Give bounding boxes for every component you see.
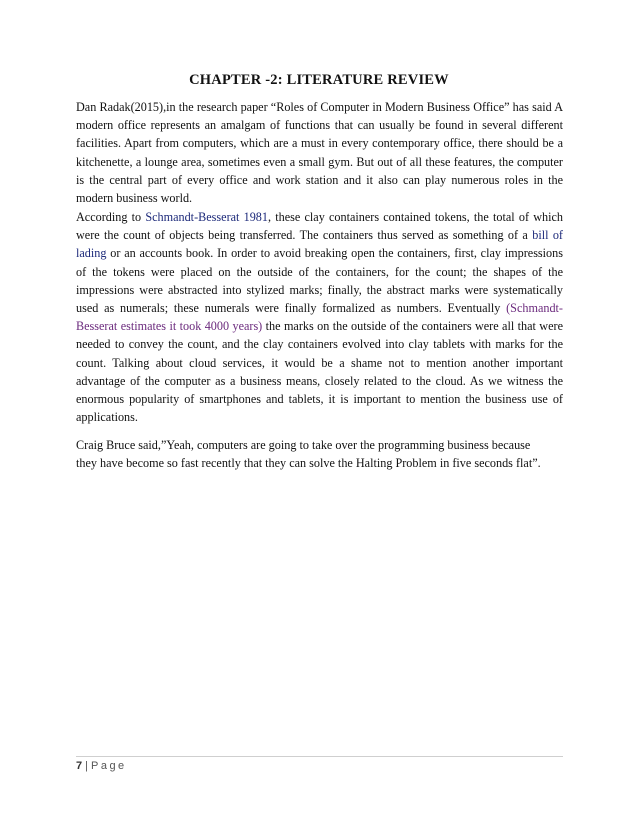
chapter-heading: CHAPTER -2: LITERATURE REVIEW — [189, 72, 449, 88]
paragraph-text: According to — [76, 210, 146, 224]
citation-link-4000-years[interactable]: (Schmandt-Besserat estimates it took 4000 years) — [76, 301, 563, 334]
paragraph-radak: Dan Radak(2015),in the research paper “Roles of Computer in Modern Business Office” has said A modern office represents an amalgam of functions that can usually be found in several different facilities. Apart from computers, which are a must in every contemporary office, there should be a kitchenette, a lounge area, sometimes even a small gym. But out of all these features, the computer is the central part of every office and work station and it also can play numerous roles in the modern business world. — [76, 100, 563, 206]
footer-divider — [76, 756, 563, 757]
footer-separator: | — [85, 760, 88, 772]
page-number: 7 — [76, 760, 83, 772]
paragraph-text: the marks on the outside of the containers were all that were needed to convey the count, and the clay containers evolved into clay tablets with marks for the count. Talking about cloud services, it would be a shame not to mention another important advantage of the computer as a business means, closely related to the cloud. As we witness the enormous popularity of smartphones and tablets, it is important to mention the business use of applications. — [76, 319, 563, 425]
paragraph-craig-bruce: Craig Bruce said,”Yeah, computers are going to take over the programming business because they have become so fast recently that they can solve the Halting Problem in five seconds flat”. — [76, 438, 541, 471]
paragraph-text: or an accounts book. In order to avoid breaking open the containers, first, clay impressions of the tokens were placed on the outside of the containers, for the count; the shapes of the impressions were abstracted into stylized marks; finally, the abstract marks were systematically used as numerals; these numerals were finally formalized as numbers. Eventually — [76, 246, 563, 316]
page-label: Page — [90, 760, 127, 772]
paragraph-text: , these clay containers contained tokens, the total of which were the count of objects being transferred. The containers thus served as something of a — [76, 210, 564, 243]
bill-of-lading-link[interactable]: bill of lading — [76, 228, 563, 261]
citation-link-schmandt-1981[interactable]: Schmandt-Besserat 1981 — [145, 210, 268, 224]
page-footer — [76, 760, 127, 772]
paragraph-schmandt-besserat — [76, 208, 563, 426]
